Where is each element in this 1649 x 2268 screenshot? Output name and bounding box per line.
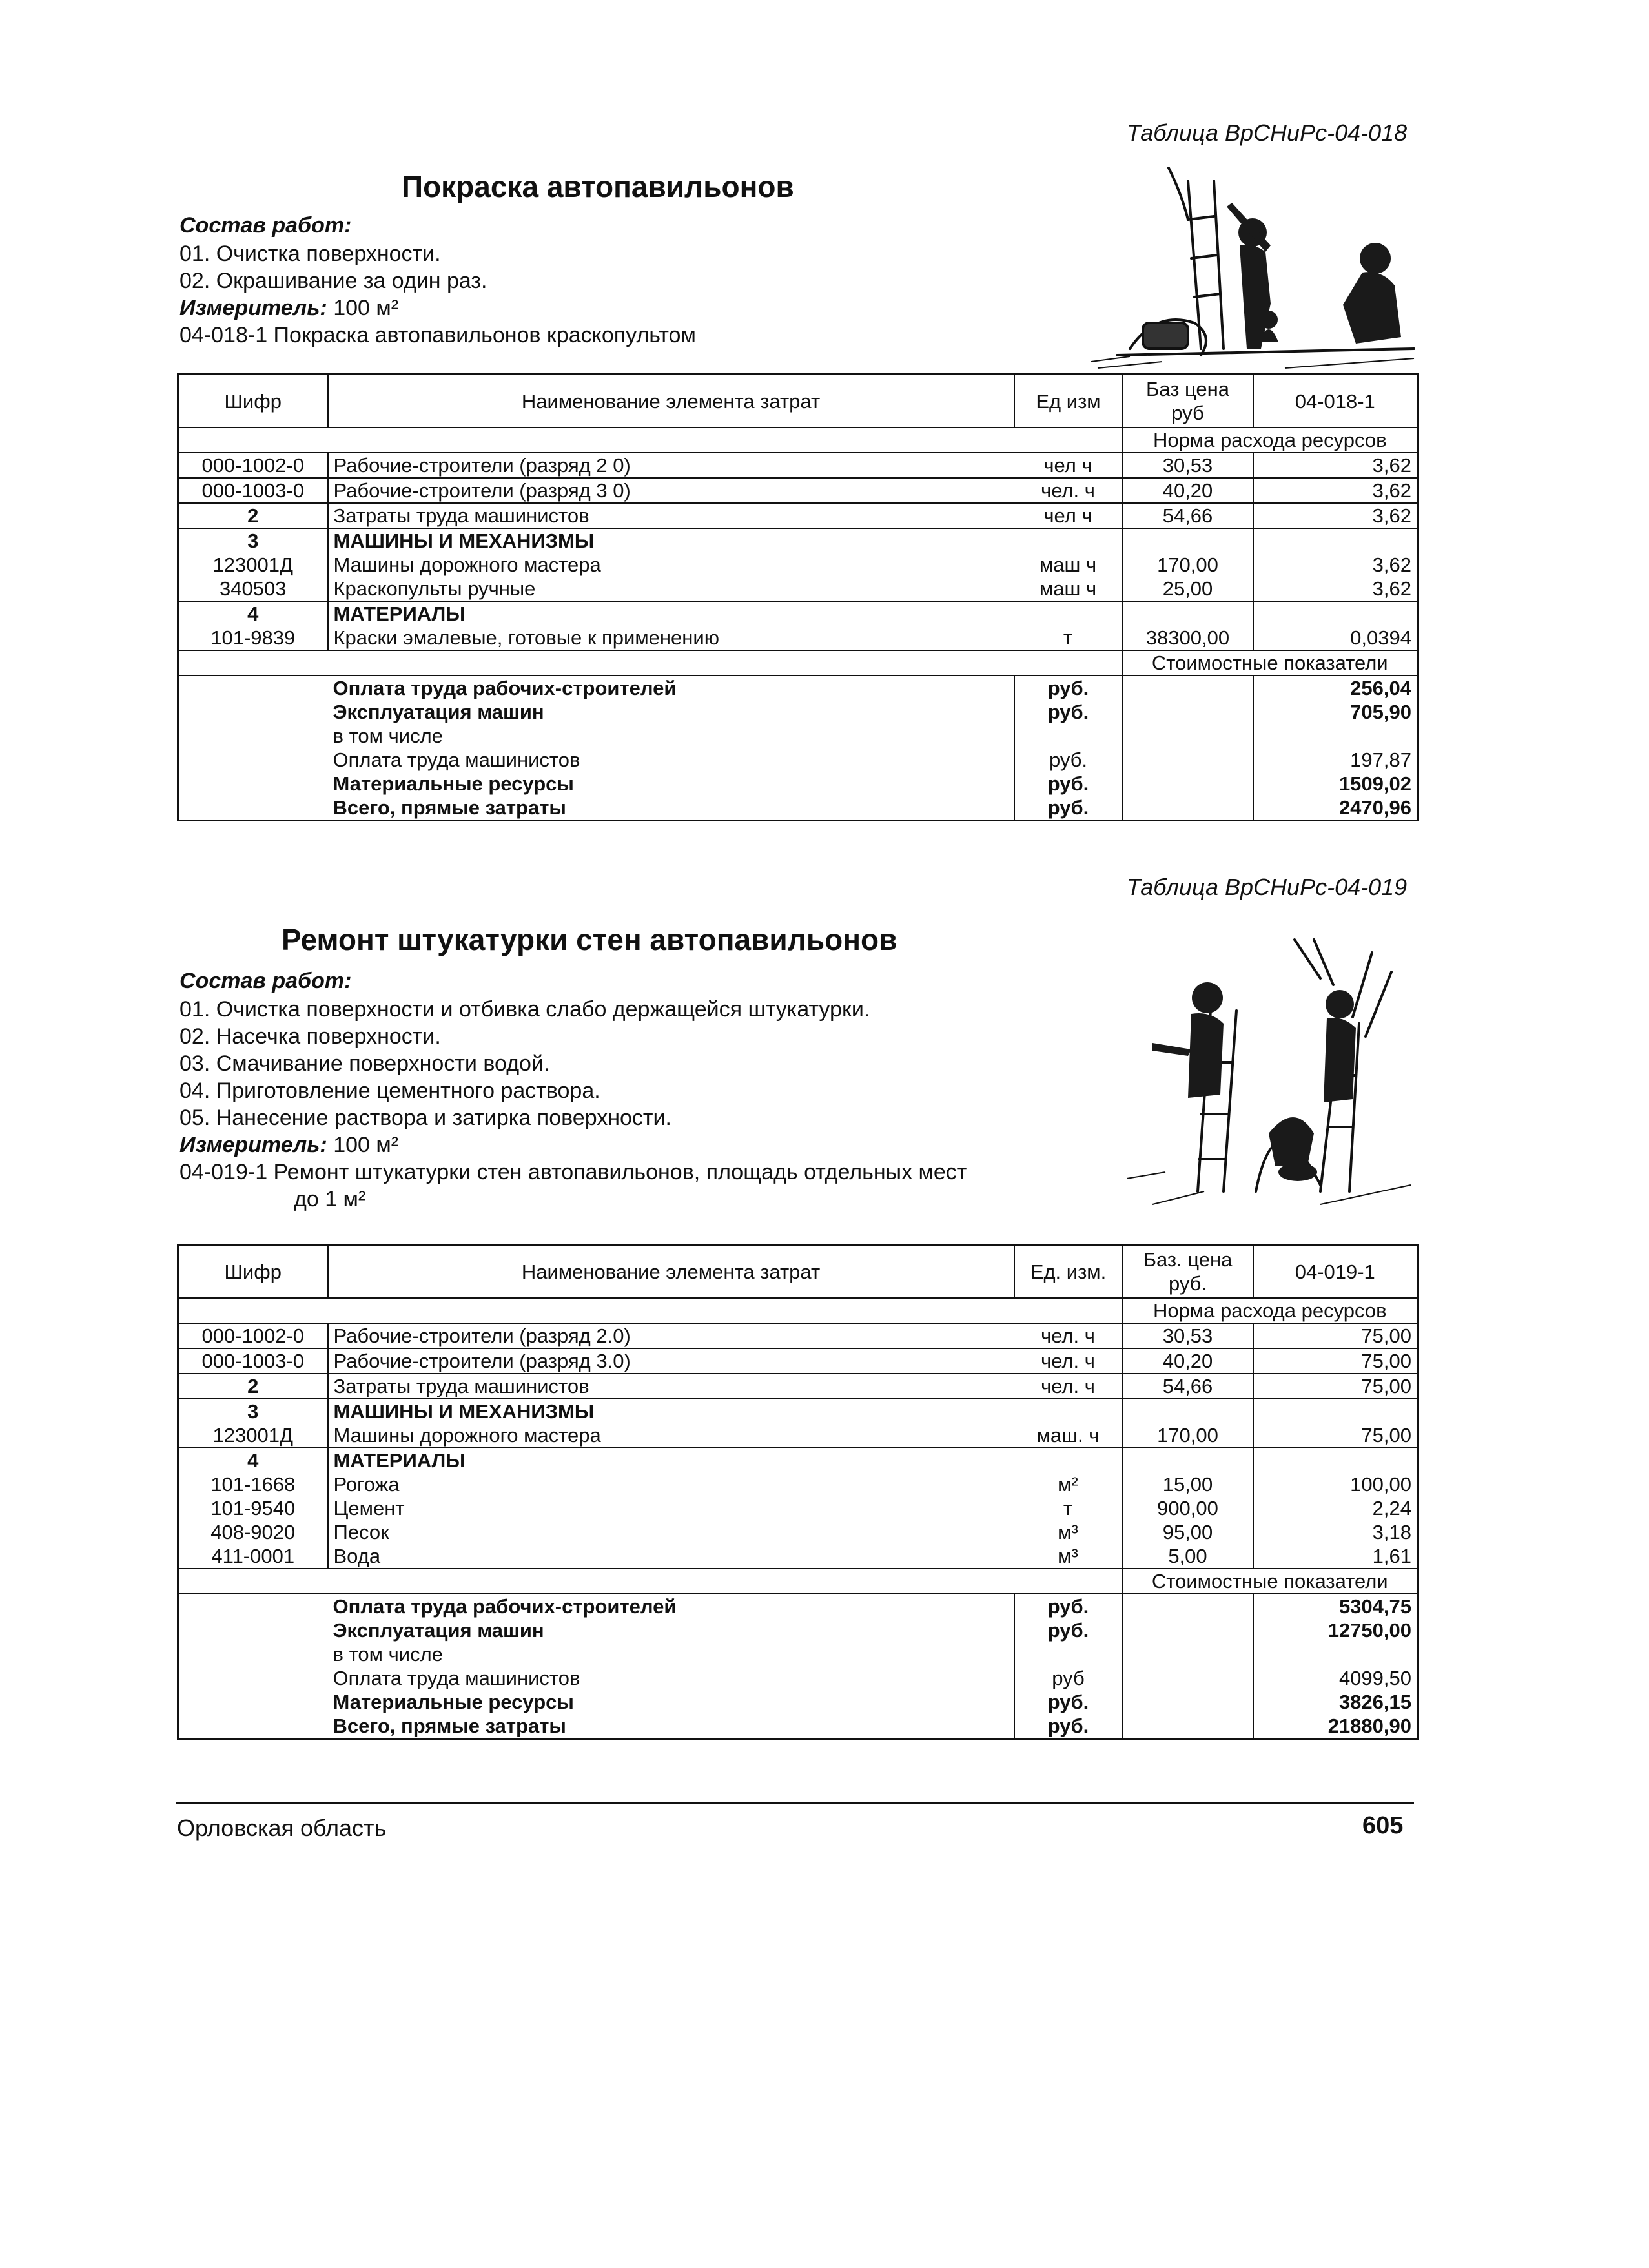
row-price (1123, 1399, 1253, 1423)
row-name: Рабочие-строители (разряд 3.0) (328, 1348, 1014, 1374)
table-caption: Таблица ВрСНиРс-04-018 (1127, 119, 1408, 146)
row-code: 2 (178, 1374, 328, 1399)
row-unit: маш ч (1039, 553, 1097, 576)
cost-name: Оплата труда машинистов (333, 748, 580, 771)
meter-value: 100 м² (333, 296, 399, 320)
row-unit: т (1063, 1497, 1073, 1520)
meter-line (179, 1131, 398, 1159)
cost-table (177, 373, 1419, 821)
painters-illustration (1091, 155, 1427, 375)
work-composition-heading: Состав работ: (179, 969, 352, 993)
row-norm (1253, 528, 1418, 553)
cost-name: Всего, прямые затраты (333, 796, 566, 819)
cost-unit: руб. (1014, 1594, 1123, 1618)
band-label: Стоимостные показатели (1123, 650, 1418, 675)
meter-value: 100 м² (333, 1133, 399, 1157)
row-price: 30,53 (1123, 1323, 1253, 1348)
row-unit (1014, 1399, 1123, 1423)
row-unit: маш. ч (1014, 1423, 1123, 1448)
cost-name: Оплата труда рабочих-строителей (333, 1595, 677, 1618)
row-name: Рабочие-строители (разряд 2.0) (328, 1323, 1014, 1348)
cost-name: Оплата труда рабочих-строителей (333, 677, 677, 699)
row-name: МАТЕРИАЛЫ (328, 1448, 1014, 1472)
row-unit: м³ (1014, 1544, 1123, 1569)
row-norm: 75,00 (1253, 1374, 1418, 1399)
row-norm: 75,00 (1253, 1323, 1418, 1348)
header-price: Баз. цена руб. (1123, 1245, 1253, 1299)
row-name: Машины дорожного мастера (328, 1423, 1014, 1448)
page-number: 605 (1362, 1812, 1404, 1839)
work-item: 03. Смачивание поверхности водой. (179, 1051, 550, 1076)
row-price (1123, 601, 1253, 626)
row-unit: чел. ч (1014, 1348, 1123, 1374)
footer-region: Орловская область (177, 1815, 387, 1841)
row-name: Рогожа (328, 1472, 1014, 1496)
plasterers-illustration (1127, 933, 1417, 1211)
cost-unit: руб. (1014, 772, 1123, 796)
cost-unit: руб. (1014, 1690, 1123, 1714)
row-price: 900,00 (1123, 1496, 1253, 1520)
cost-name: в том числе (333, 1643, 443, 1665)
cost-value (1253, 724, 1418, 748)
header-norm: 04-019-1 (1253, 1245, 1418, 1299)
work-item: 02. Насечка поверхности. (179, 1024, 441, 1049)
header-unit: Ед изм (1014, 375, 1123, 428)
row-price (1123, 1448, 1253, 1472)
cost-unit: руб. (1014, 1714, 1123, 1739)
row-name: МАТЕРИАЛЫ (328, 601, 1014, 626)
cost-name: Эксплуатация машин (333, 701, 544, 723)
row-norm: 3,62 (1253, 503, 1418, 528)
cost-value (1253, 1642, 1418, 1666)
cost-name: Материальные ресурсы (333, 1691, 574, 1713)
cost-value: 21880,90 (1253, 1714, 1418, 1739)
cost-unit (1014, 1642, 1123, 1666)
row-code: 340503 (178, 577, 328, 601)
row-name: Затраты труда машинистов (328, 1374, 1014, 1399)
work-item: 01. Очистка поверхности. (179, 242, 441, 266)
row-code: 000-1003-0 (178, 478, 328, 503)
row-norm: 3,62 (1253, 553, 1418, 577)
cost-unit: руб. (1014, 748, 1123, 772)
row-price: 54,66 (1123, 503, 1253, 528)
row-price (1123, 528, 1253, 553)
row-norm (1253, 601, 1418, 626)
meter-label: Измеритель: (179, 296, 327, 320)
row-norm: 2,24 (1253, 1496, 1418, 1520)
cost-name: Оплата труда машинистов (333, 1667, 580, 1689)
norm-code-line-cont: до 1 м² (294, 1187, 366, 1211)
row-unit (1014, 1448, 1123, 1472)
row-name: Краскопульты ручные (328, 577, 1014, 601)
row-code: 000-1002-0 (178, 453, 328, 478)
header-price: Баз цена руб (1123, 375, 1253, 428)
cost-name: Эксплуатация машин (333, 1619, 544, 1642)
row-unit: т (1014, 626, 1123, 650)
band-label: Норма расхода ресурсов (1123, 1298, 1418, 1323)
row-name: Цемент (328, 1496, 1014, 1520)
row-norm: 3,62 (1253, 478, 1418, 503)
row-price: 5,00 (1123, 1544, 1253, 1569)
row-unit (1014, 528, 1123, 553)
table-caption: Таблица ВрСНиРс-04-019 (1127, 874, 1408, 900)
row-unit: чел. ч (1014, 1323, 1123, 1348)
row-unit: м² (1058, 1473, 1078, 1496)
row-norm: 3,62 (1253, 453, 1418, 478)
row-norm: 100,00 (1253, 1472, 1418, 1496)
header-norm: 04-018-1 (1253, 375, 1418, 428)
row-code: 411-0001 (178, 1544, 328, 1569)
work-item: 04. Приготовление цементного раствора. (179, 1078, 600, 1103)
row-norm: 3,62 (1253, 577, 1418, 601)
row-price: 170,00 (1123, 553, 1253, 577)
cost-name: Всего, прямые затраты (333, 1715, 566, 1737)
row-norm: 3,18 (1253, 1520, 1418, 1544)
cost-table (177, 1244, 1419, 1740)
row-price: 25,00 (1123, 577, 1253, 601)
cost-value: 5304,75 (1253, 1594, 1418, 1618)
cost-unit: руб. (1014, 700, 1123, 724)
row-code: 123001Д (212, 553, 293, 576)
work-item: 01. Очистка поверхности и отбивка слабо держащейся штукатурки. (179, 997, 870, 1022)
row-unit: маш ч (1014, 577, 1123, 601)
row-price: 170,00 (1123, 1423, 1253, 1448)
cost-unit: руб. (1014, 675, 1123, 700)
row-unit: чел. ч (1014, 1374, 1123, 1399)
norm-code-line: 04-018-1 Покраска автопавильонов краскопультом (179, 323, 696, 347)
row-name: МАШИНЫ И МЕХАНИЗМЫ (328, 528, 1014, 553)
row-price: 38300,00 (1123, 626, 1253, 650)
row-code: 101-9540 (210, 1497, 296, 1520)
row-norm: 75,00 (1253, 1348, 1418, 1374)
band-label: Норма расхода ресурсов (1123, 428, 1418, 453)
row-code: 4 (247, 603, 259, 625)
row-unit: м³ (1058, 1521, 1078, 1543)
row-code: 000-1003-0 (178, 1348, 328, 1374)
row-norm: 1,61 (1253, 1544, 1418, 1569)
header-code: Шифр (178, 1245, 328, 1299)
cost-value: 705,90 (1253, 700, 1418, 724)
row-name: Машины дорожного мастера (328, 553, 1014, 577)
row-name: Краски эмалевые, готовые к применению (328, 626, 1014, 650)
row-code: 3 (247, 530, 259, 552)
row-code: 4 (247, 1449, 259, 1472)
header-name: Наименование элемента затрат (328, 375, 1014, 428)
cost-value: 1509,02 (1253, 772, 1418, 796)
footer-divider (176, 1802, 1414, 1804)
row-price: 15,00 (1123, 1472, 1253, 1496)
row-name: Затраты труда машинистов (328, 503, 1014, 528)
row-unit: чел ч (1014, 453, 1123, 478)
row-code: 000-1002-0 (178, 1323, 328, 1348)
cost-unit (1014, 724, 1123, 748)
cost-value: 2470,96 (1253, 796, 1418, 821)
row-code: 123001Д (178, 1423, 328, 1448)
row-norm (1253, 1399, 1418, 1423)
header-code: Шифр (178, 375, 328, 428)
cost-value: 197,87 (1253, 748, 1418, 772)
cost-value: 4099,50 (1253, 1666, 1418, 1690)
row-unit (1014, 601, 1123, 626)
cost-unit: руб. (1014, 796, 1123, 821)
cost-value: 12750,00 (1253, 1618, 1418, 1642)
row-norm: 75,00 (1253, 1423, 1418, 1448)
row-code: 408-9020 (210, 1521, 296, 1543)
row-price: 40,20 (1123, 1348, 1253, 1374)
row-norm (1253, 1448, 1418, 1472)
cost-name: в том числе (333, 725, 443, 747)
work-composition-heading: Состав работ: (179, 213, 352, 238)
cost-unit: руб. (1014, 1618, 1123, 1642)
row-name: Вода (328, 1544, 1014, 1569)
work-item: 05. Нанесение раствора и затирка поверхности. (179, 1106, 671, 1130)
row-name: МАШИНЫ И МЕХАНИЗМЫ (328, 1399, 1014, 1423)
row-name: Рабочие-строители (разряд 2 0) (328, 453, 1014, 478)
cost-value: 3826,15 (1253, 1690, 1418, 1714)
row-price: 40,20 (1123, 478, 1253, 503)
row-price: 54,66 (1123, 1374, 1253, 1399)
header-unit: Ед. изм. (1014, 1245, 1123, 1299)
row-code: 3 (247, 1400, 259, 1423)
section-title: Ремонт штукатурки стен автопавильонов (282, 923, 897, 956)
row-code: 2 (178, 503, 328, 528)
row-price: 95,00 (1123, 1520, 1253, 1544)
row-code: 101-1668 (210, 1473, 296, 1496)
row-norm: 0,0394 (1253, 626, 1418, 650)
row-name: Песок (328, 1520, 1014, 1544)
cost-value: 256,04 (1253, 675, 1418, 700)
cost-unit: руб (1014, 1666, 1123, 1690)
meter-line (179, 294, 398, 322)
row-unit: чел. ч (1014, 478, 1123, 503)
section-title: Покраска автопавильонов (402, 170, 794, 203)
header-name: Наименование элемента затрат (328, 1245, 1014, 1299)
row-code: 101-9839 (178, 626, 328, 650)
work-item: 02. Окрашивание за один раз. (179, 269, 487, 293)
row-price: 30,53 (1123, 453, 1253, 478)
row-name: Рабочие-строители (разряд 3 0) (328, 478, 1014, 503)
norm-code-line: 04-019-1 Ремонт штукатурки стен автопавильонов, площадь отдельных мест (179, 1160, 967, 1184)
cost-name: Материальные ресурсы (333, 772, 574, 795)
meter-label: Измеритель: (179, 1133, 327, 1157)
band-label: Стоимостные показатели (1123, 1569, 1418, 1594)
row-unit: чел ч (1014, 503, 1123, 528)
